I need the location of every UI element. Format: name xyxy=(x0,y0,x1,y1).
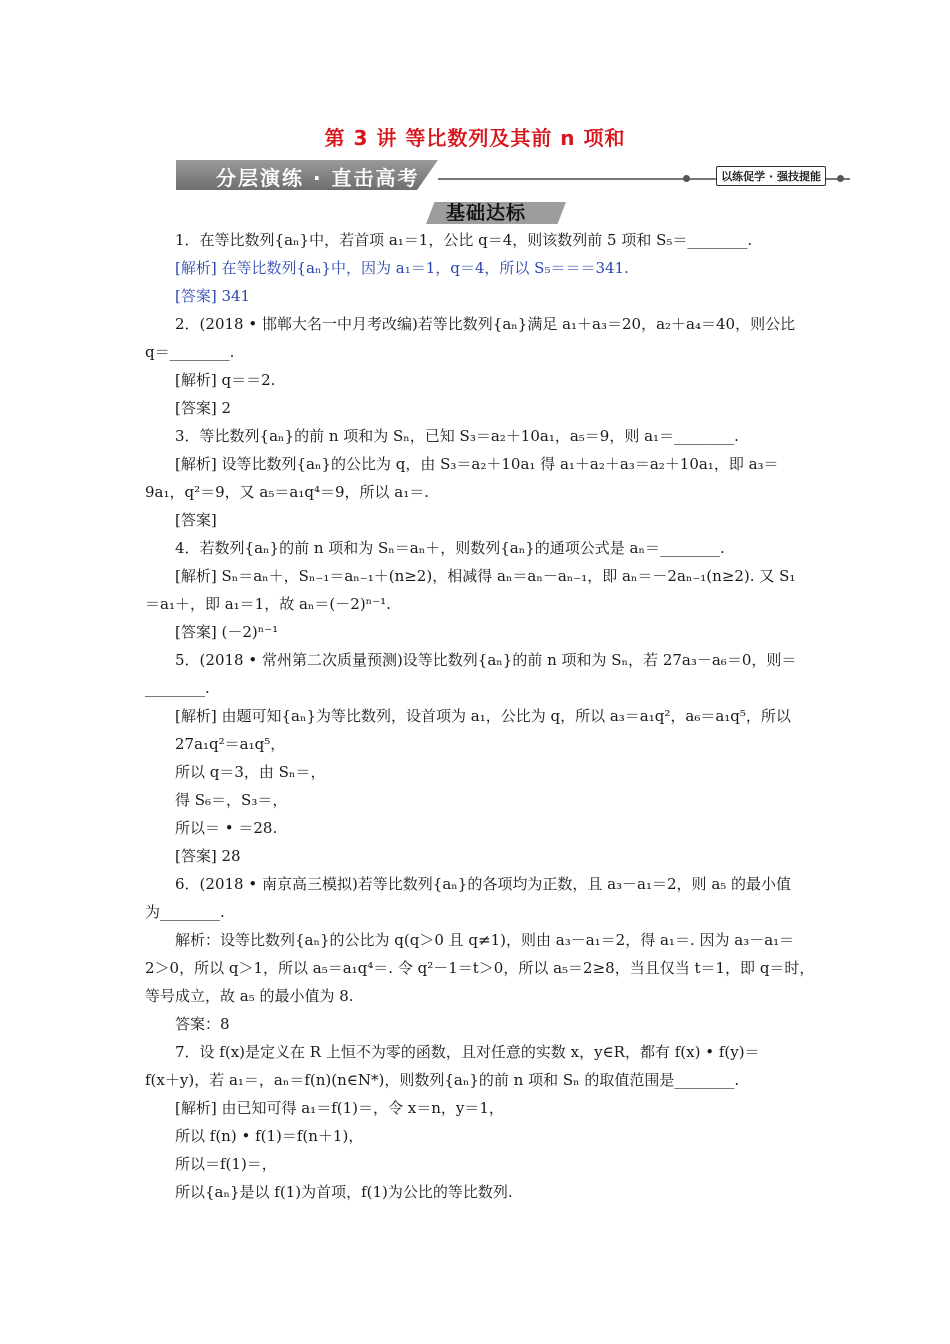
text-line: [解析] 由已知可得 a₁＝f(1)＝，令 x＝n，y＝1， xyxy=(175,1099,504,1117)
text-line: 得 S₆＝，S₃＝， xyxy=(175,791,288,809)
text-line: [解析] 设等比数列{aₙ}的公比为 q，由 S₃＝a₂＋10a₁ 得 a₁＋a₂＋a₃＝a₂＋10a₁，即 a₃＝ xyxy=(175,455,779,473)
text-line: 3．等比数列{aₙ}的前 n 项和为 Sₙ，已知 S₃＝a₂＋10a₁，a₅＝9，则 a₁＝________. xyxy=(175,427,739,445)
text-line: 1．在等比数列{aₙ}中，若首项 a₁＝1，公比 q＝4，则该数列前 5 项和 S₅＝________. xyxy=(175,231,753,249)
section-heading xyxy=(420,198,568,226)
text-line: ________. xyxy=(145,679,210,697)
text-line: 所以 q＝3，由 Sₙ＝， xyxy=(175,763,326,781)
text-line: 9a₁，q²＝9，又 a₅＝a₁q⁴＝9，所以 a₁＝. xyxy=(145,483,429,501)
banner-title: 分层演练 · 直击高考 xyxy=(216,166,420,190)
text-line: 6．(2018 • 南京高三模拟)若等比数列{aₙ}的各项均为正数，且 a₃－a₁＝2，则 a₅ 的最小值 xyxy=(175,875,792,893)
text-line: 4．若数列{aₙ}的前 n 项和为 Sₙ＝aₙ＋，则数列{aₙ}的通项公式是 aₙ＝________. xyxy=(175,539,725,557)
text-line: 2＞0，所以 q＞1，所以 a₅＝a₁q⁴＝. 令 q²－1＝t＞0，所以 a₅＝2≥8，当且仅当 t＝1，即 q＝时， xyxy=(145,959,815,977)
banner-tag: 以练促学 · 强技提能 xyxy=(716,166,826,186)
text-line: 解析：设等比数列{aₙ}的公比为 q(q＞0 且 q≠1)，则由 a₃－a₁＝2，得 a₁＝. 因为 a₃－a₁＝ xyxy=(175,931,795,949)
text-line: 答案：8 xyxy=(175,1015,230,1033)
text-line: 2．(2018 • 邯郸大名一中月考改编)若等比数列{aₙ}满足 a₁＋a₃＝20，a₂＋a₄＝40，则公比 xyxy=(175,315,796,333)
text-line: [解析] 在等比数列{aₙ}中，因为 a₁＝1，q＝4，所以 S₅＝＝＝341. xyxy=(175,259,629,277)
text-line: [答案] 28 xyxy=(175,847,241,865)
text-line: 27a₁q²＝a₁q⁵， xyxy=(175,735,286,753)
text-line: [答案] 341 xyxy=(175,287,251,305)
text-line: [解析] 由题可知{aₙ}为等比数列，设首项为 a₁，公比为 q，所以 a₃＝a₁q²，a₆＝a₁q⁵，所以 xyxy=(175,707,791,725)
text-line: [答案] xyxy=(175,511,217,529)
text-line: [解析] q＝＝2. xyxy=(175,371,276,389)
page-title: 第 3 讲 等比数列及其前 n 项和 xyxy=(324,126,626,150)
banner-dot-icon xyxy=(837,175,844,182)
text-line: f(x＋y)，若 a₁＝，aₙ＝f(n)(n∈N*)，则数列{aₙ}的前 n 项和 Sₙ 的取值范围是________. xyxy=(145,1071,740,1089)
section-heading-text: 基础达标 xyxy=(446,202,527,224)
exercise-content xyxy=(145,226,815,1206)
banner-dot-icon xyxy=(683,175,690,182)
section-banner xyxy=(176,160,850,190)
text-line: 7．设 f(x)是定义在 R 上恒不为零的函数，且对任意的实数 x，y∈R，都有 f(x) • f(y)＝ xyxy=(175,1043,760,1061)
text-line: 所以 f(n) • f(1)＝f(n＋1)， xyxy=(175,1127,364,1145)
text-line: q＝________. xyxy=(145,343,235,361)
text-line: 所以＝f(1)＝， xyxy=(175,1155,277,1173)
text-line: 为________. xyxy=(145,903,225,921)
text-line: 所以{aₙ}是以 f(1)为首项，f(1)为公比的等比数列. xyxy=(175,1183,513,1201)
text-line: ＝a₁＋，即 a₁＝1，故 aₙ＝(－2)ⁿ⁻¹. xyxy=(145,595,391,613)
text-line: 等号成立，故 a₅ 的最小值为 8. xyxy=(145,987,354,1005)
text-line: 所以＝ • ＝28. xyxy=(175,819,278,837)
text-line: [答案] 2 xyxy=(175,399,232,417)
text-line: [答案] (－2)ⁿ⁻¹ xyxy=(175,623,279,641)
text-line: 5．(2018 • 常州第二次质量预测)设等比数列{aₙ}的前 n 项和为 Sₙ，若 27a₃－a₆＝0，则＝ xyxy=(175,651,797,669)
text-line: [解析] Sₙ＝aₙ＋，Sₙ₋₁＝aₙ₋₁＋(n≥2)，相减得 aₙ＝aₙ－aₙ₋₁，即 aₙ＝－2aₙ₋₁(n≥2). 又 S₁ xyxy=(175,567,796,585)
